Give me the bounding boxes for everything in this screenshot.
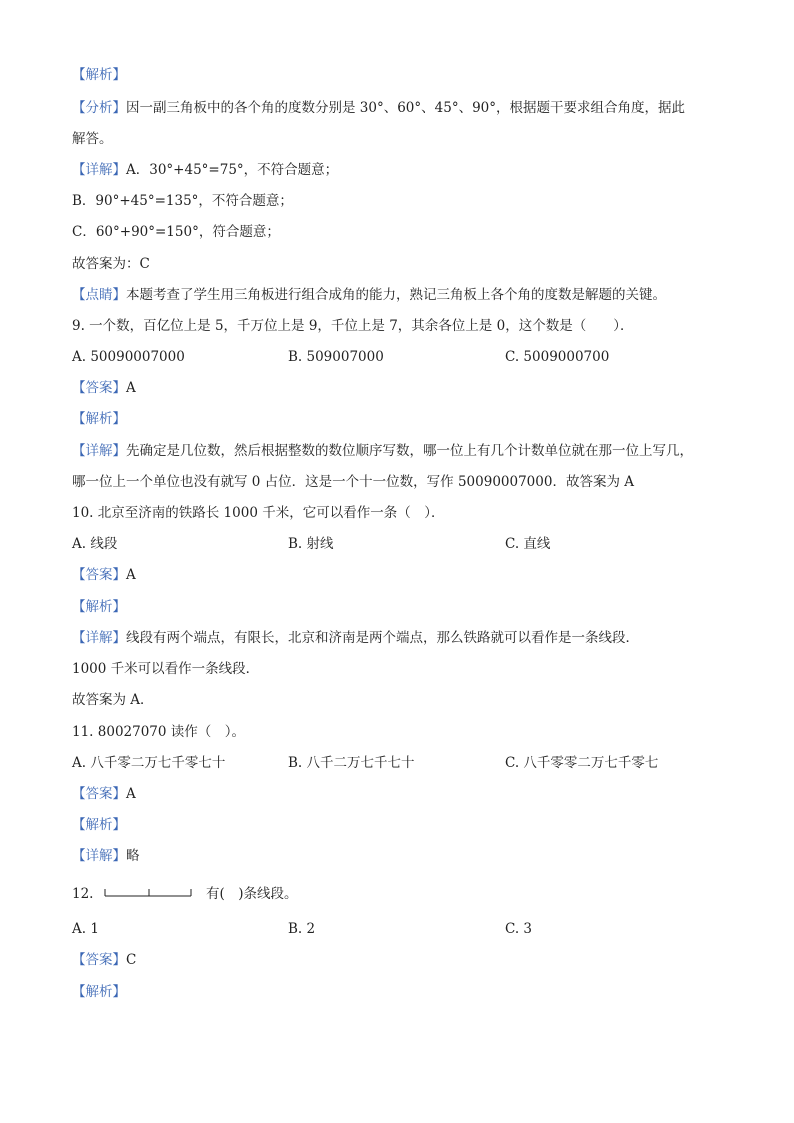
q11-xiangjie-tag: 【详解】 — [72, 848, 126, 864]
q10-xiangjie-tag: 【详解】 — [72, 630, 126, 646]
q11-answer: A — [126, 786, 136, 802]
dianjing-tag: 【点睛】 — [72, 287, 126, 303]
fenxi-line-1 — [72, 98, 685, 118]
q10-xiangjie-text-1: 线段有两个端点，有限长，北京和济南是两个端点，那么铁路就可以看作是一条线段． — [126, 630, 639, 646]
dianjing-line — [72, 285, 666, 305]
q12-answer-line — [72, 950, 136, 970]
q12-stem-suffix: 有( )条线段。 — [206, 886, 298, 902]
q9-xiangjie-text-1: 先确定是几位数，然后根据整数的数位顺序写数，哪一位上有几个计数单位就在那一位上写几， — [126, 443, 693, 459]
q9-answer: A — [126, 380, 136, 396]
q9-answer-tag: 【答案】 — [72, 380, 126, 396]
q10-answer-line — [72, 565, 136, 585]
q10-xiangjie-line-1 — [72, 628, 639, 648]
q11-option-a: A. 八千零二万七千零七十 — [72, 755, 226, 771]
dianjing-text: 本题考查了学生用三角板进行组合成角的能力，熟记三角板上各个角的度数是解题的关键。 — [126, 287, 666, 303]
q11-analysis-heading: 【解析】 — [72, 817, 126, 833]
q9-analysis-heading: 【解析】 — [72, 411, 126, 427]
xiangjie-tag: 【详解】 — [72, 162, 126, 178]
q9-option-b: B. 509007000 — [288, 349, 384, 365]
q9-option-c: C. 5009000700 — [505, 349, 610, 365]
q10-option-a: A. 线段 — [72, 536, 118, 552]
line-b: B．90°+45°=135°，不符合题意； — [72, 193, 293, 209]
answer-line: 故答案为：C — [72, 256, 150, 272]
q9-answer-line — [72, 378, 136, 398]
q12-analysis-heading: 【解析】 — [72, 984, 126, 1000]
q9-stem: 9. 一个数，百亿位上是 5，千万位上是 9，千位上是 7，其余各位上是 0，这个数是（ ）． — [72, 318, 634, 334]
q11-stem: 11. 80027070 读作（ ）。 — [72, 724, 246, 740]
q10-option-b: B. 射线 — [288, 536, 334, 552]
q10-analysis-heading: 【解析】 — [72, 599, 126, 615]
q9-xiangjie-tag: 【详解】 — [72, 443, 126, 459]
q11-option-b: B. 八千二万七千七十 — [288, 755, 415, 771]
q11-answer-line — [72, 784, 136, 804]
q10-option-c: C. 直线 — [505, 536, 551, 552]
q10-xiangjie-line-3: 故答案为 A． — [72, 692, 154, 708]
q11-answer-tag: 【答案】 — [72, 786, 126, 802]
q10-stem: 10. 北京至济南的铁路长 1000 千米，它可以看作一条（ ）． — [72, 505, 445, 521]
q9-xiangjie-line-1 — [72, 441, 693, 461]
fenxi-text-1: 因一副三角板中的各个角的度数分别是 30°、60°、45°、90°，根据题干要求组合角度，据此 — [126, 100, 686, 116]
q11-option-c: C. 八千零零二万七千零七 — [505, 755, 659, 771]
xiangjie-line-a — [72, 160, 338, 180]
q10-xiangjie-line-2: 1000 千米可以看作一条线段． — [72, 661, 260, 677]
fenxi-line-2: 解答。 — [72, 131, 113, 147]
q10-answer: A — [126, 567, 136, 583]
q12-option-c: C. 3 — [505, 921, 533, 937]
xiangjie-text-a: A．30°+45°=75°，不符合题意； — [126, 162, 339, 178]
fenxi-tag: 【分析】 — [72, 100, 126, 116]
q9-option-a: A. 50090007000 — [72, 349, 185, 365]
q12-answer: C — [126, 952, 137, 968]
q10-answer-tag: 【答案】 — [72, 567, 126, 583]
q11-xiangjie-text: 略 — [126, 848, 140, 864]
line-segment-figure — [104, 880, 192, 904]
q12-option-a: A. 1 — [72, 921, 99, 937]
line-c: C．60°+90°=150°，符合题意； — [72, 224, 280, 240]
analysis-heading: 【解析】 — [72, 67, 126, 83]
q9-xiangjie-line-2: 哪一位上一个单位也没有就写 0 占位．这是一个十一位数，写作 50090007000．故答案为 A — [72, 474, 634, 490]
q12-answer-tag: 【答案】 — [72, 952, 126, 968]
q11-xiangjie-line — [72, 846, 140, 866]
q12-option-b: B. 2 — [288, 921, 316, 937]
q12-number: 12. — [72, 886, 94, 902]
